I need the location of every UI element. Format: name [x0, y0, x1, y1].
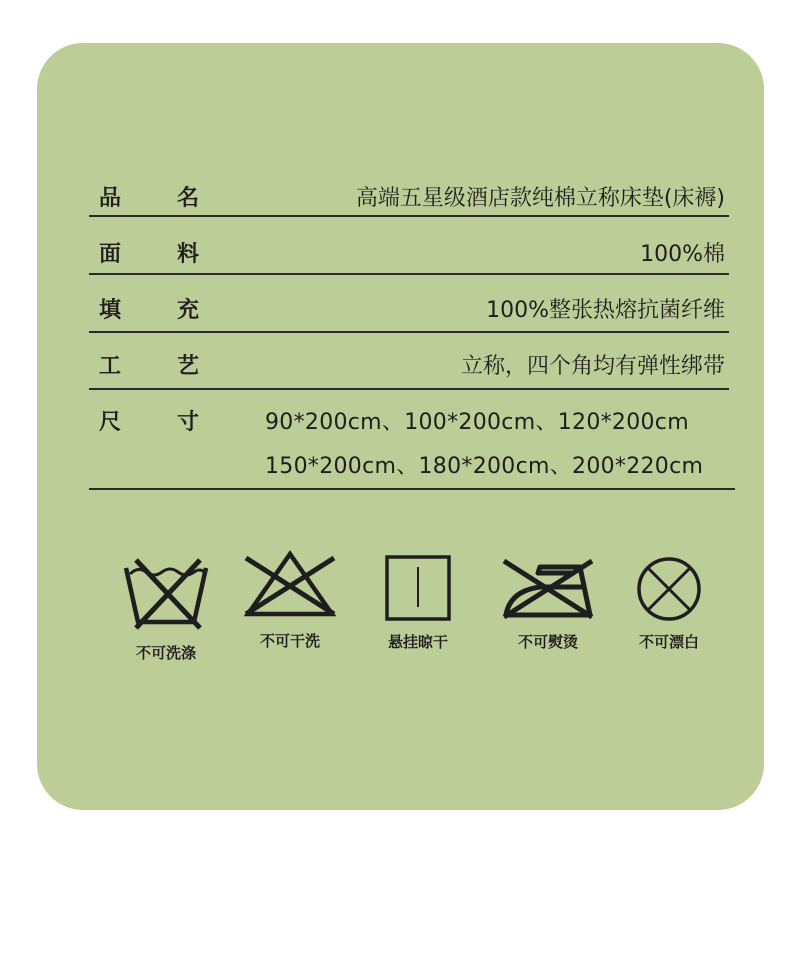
care-item-no-iron [498, 555, 598, 652]
no-bleach-icon [635, 555, 703, 623]
care-item-no-bleach [622, 555, 716, 652]
label-char: 充 [177, 298, 200, 323]
divider [89, 388, 729, 390]
hang-dry-icon [385, 555, 451, 623]
row-value: 100%整张热熔抗菌纤维 [486, 298, 725, 323]
label-char: 填 [99, 298, 122, 323]
label-char: 寸 [177, 410, 200, 435]
care-item-no-wash [112, 552, 220, 663]
divider [89, 331, 729, 333]
row-label [99, 181, 199, 212]
label-char: 艺 [177, 354, 200, 379]
row-label [99, 237, 199, 268]
label-char: 名 [177, 186, 200, 211]
label-char: 品 [99, 186, 122, 211]
label-char: 面 [99, 242, 122, 267]
care-label: 不可洗涤 [135, 644, 196, 662]
row-value: 100%棉 [640, 242, 725, 267]
label-char: 尺 [99, 410, 122, 435]
care-item-hang-dry [370, 555, 466, 652]
care-label: 不可干洗 [259, 632, 320, 650]
label-char: 料 [177, 242, 200, 267]
divider [89, 215, 729, 217]
row-label [99, 349, 199, 380]
size-line-1: 90*200cm、100*200cm、120*200cm [265, 410, 689, 435]
size-line-2: 150*200cm、180*200cm、200*220cm [265, 454, 704, 479]
row-label [99, 293, 199, 324]
row-label [99, 405, 199, 436]
care-label: 不可漂白 [638, 633, 699, 651]
divider [89, 273, 729, 275]
divider [89, 488, 735, 490]
no-iron-icon [500, 555, 596, 623]
row-value: 高端五星级酒店款纯棉立称床垫(床褥) [355, 186, 725, 211]
care-label: 不可熨烫 [517, 633, 578, 651]
row-value: 立称，四个角均有弹性绑带 [460, 354, 725, 379]
care-item-no-dry-clean [240, 550, 340, 651]
no-dry-clean-icon [242, 550, 338, 622]
label-char: 工 [99, 354, 122, 379]
care-label: 悬挂晾干 [387, 633, 448, 651]
no-wash-icon [116, 552, 216, 634]
